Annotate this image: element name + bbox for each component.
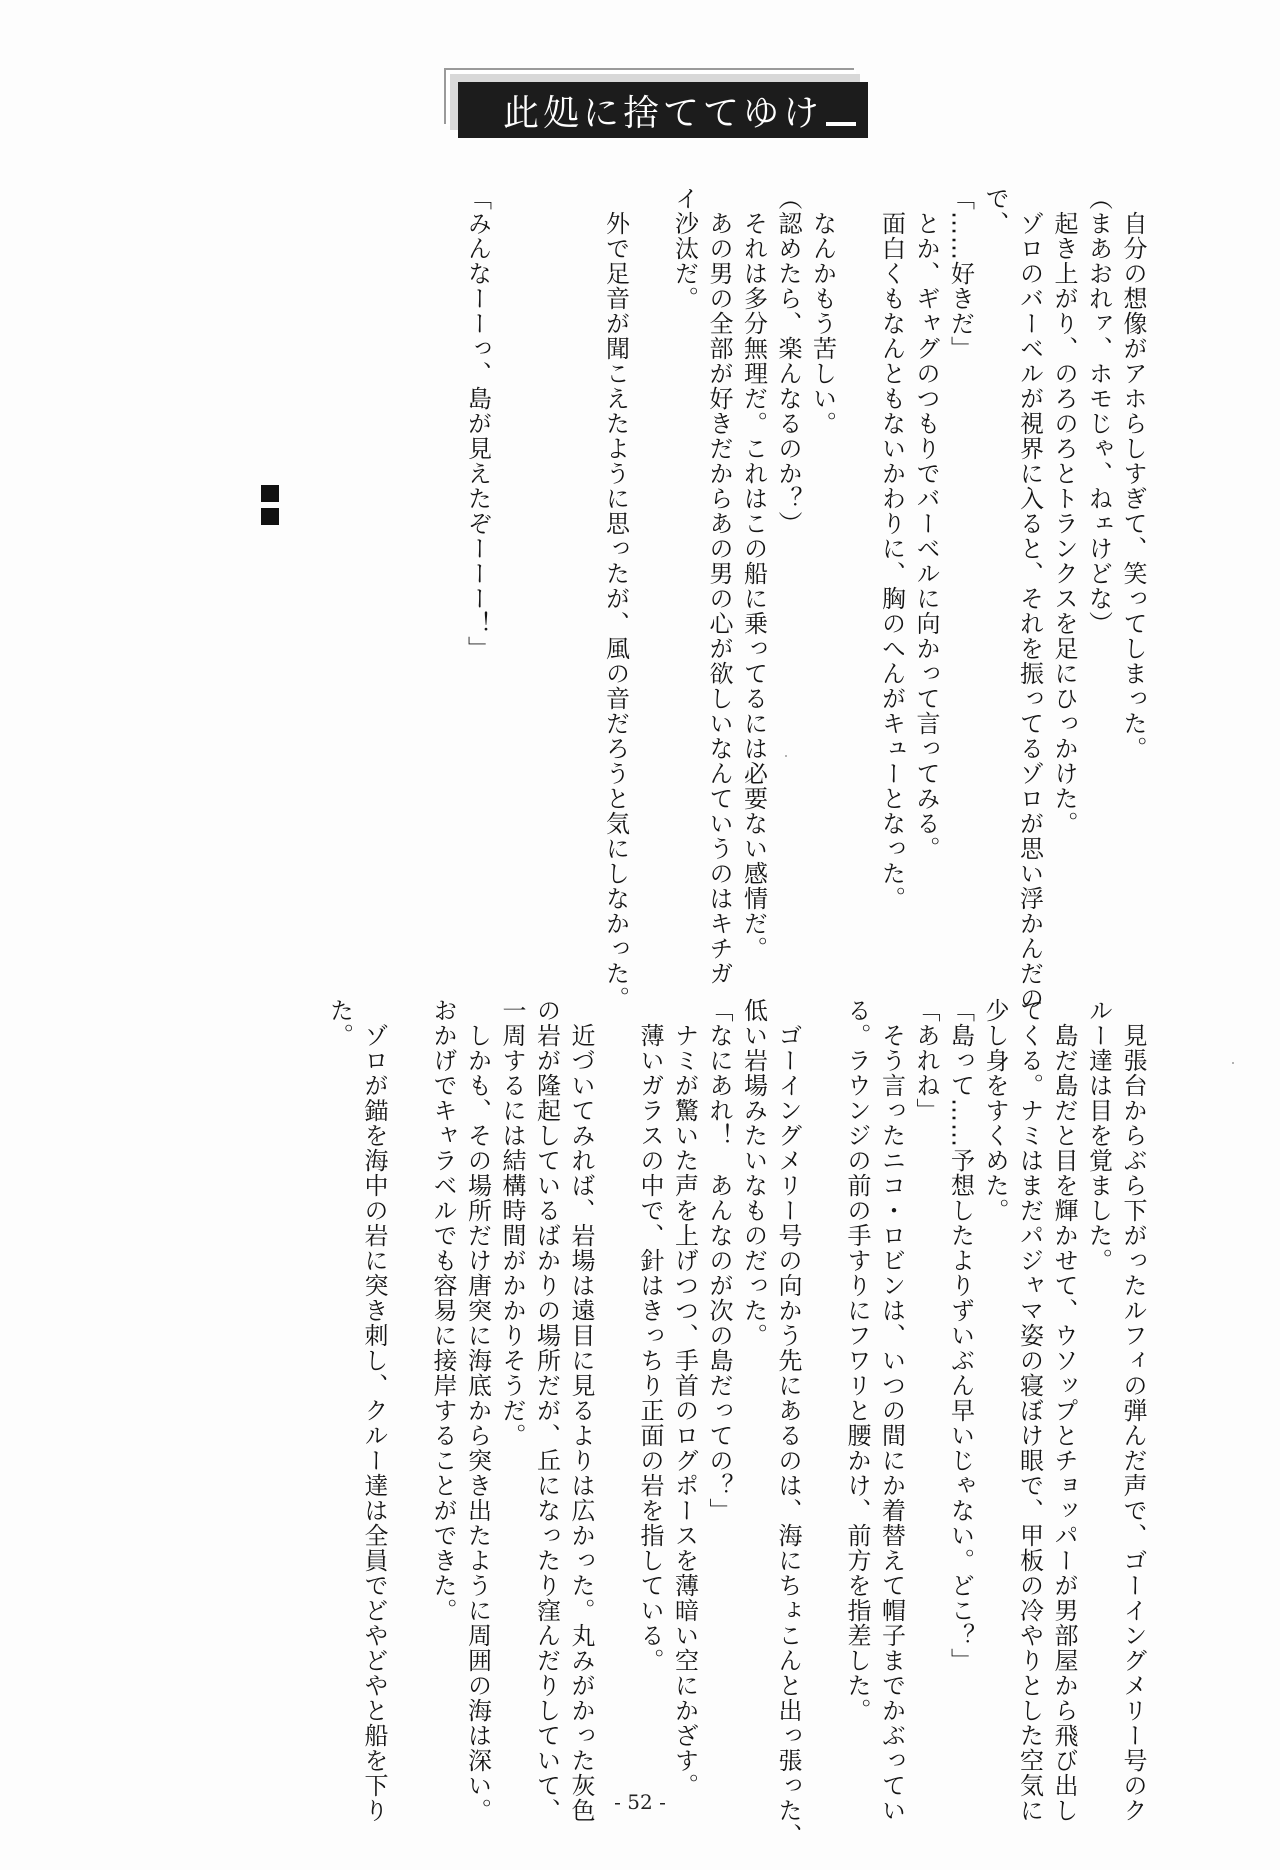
blank-line	[598, 998, 633, 1758]
scan-speck	[785, 755, 787, 757]
text-line: 「みんなーーっ、島が見えたぞーーー！」	[463, 186, 492, 661]
top-text-block	[460, 186, 1150, 1011]
text-line: 外で足音が聞こえたように思ったが、風の音だろうと気にしなかった。	[601, 186, 630, 1011]
text-line: 島だ島だと目を輝かせて、ウソップとチョッパーが男部屋から飛び出し	[1050, 998, 1078, 1823]
blank-line	[391, 998, 426, 1758]
blank-line	[529, 186, 564, 946]
scene-break-square-top	[261, 485, 279, 502]
text-line: （認めたら、楽んなるのか？）	[774, 186, 802, 536]
text-line: 起き上がり、のろのろとトランクスを足にひっかけた。	[1050, 186, 1078, 836]
blank-line	[633, 186, 668, 946]
scan-speck	[1232, 1062, 1234, 1064]
text-line: 自分の想像がアホらしすぎて、笑ってしまった。	[1119, 186, 1147, 761]
blank-line	[495, 186, 530, 946]
text-line: 「島って……予想したよりずいぶん早いじゃない。どこ？」	[946, 998, 975, 1673]
text-line: 面白くもなんともないかわりに、胸のへんがキューとなった。	[877, 186, 906, 911]
text-line: 薄いガラスの中で、針はきっちり正面の岩を指している。	[636, 998, 664, 1673]
text-line: 近づいてみれば、岩場は遠目に見るよりは広かった。丸みがかった灰色	[567, 998, 595, 1823]
title-underline	[826, 122, 856, 126]
text-line: 「あれね」	[912, 998, 940, 1123]
blank-line	[564, 186, 599, 946]
text-line: とか、ギャグのつもりでバーベルに向かって言ってみる。	[912, 186, 940, 861]
blank-line	[805, 998, 840, 1758]
text-line: 見張台からぶら下がったルフィの弾んだ声で、ゴーイングメリー号のク	[1119, 998, 1147, 1823]
scene-break-icon	[261, 485, 281, 525]
text-line: る。ラウンジの前の手すりにフワリと腰かけ、前方を指差した。	[843, 998, 871, 1723]
text-line: ゴーイングメリー号の向かう先にあるのは、海にちょこんと出っ張った、	[774, 998, 802, 1848]
text-line: それは多分無理だ。これはこの船に乗ってるには必要ない感情だ。	[739, 186, 768, 961]
text-line: ルー達は目を覚ました。	[1084, 998, 1113, 1273]
text-line: イ沙汰だ。	[670, 186, 699, 311]
text-line: た。	[325, 998, 354, 1048]
text-line: しかも、その場所だけ唐突に海底から突き出たように周囲の海は深い。	[463, 998, 492, 1823]
blank-line	[840, 186, 875, 946]
text-line: そう言ったニコ・ロビンは、いつの間にか着替えて帽子までかぶってい	[877, 998, 906, 1823]
page-number: - 52 -	[614, 1790, 666, 1814]
text-line: 低い岩場みたいなものだった。	[739, 998, 768, 1348]
chapter-title: 此処に捨ててゆけ	[502, 92, 823, 134]
text-line: 一周するには結構時間がかかりそうだ。	[498, 998, 526, 1448]
text-line: ゾロが錨を海中の岩に突き刺し、クルー達は全員でどやどやと船を下り	[360, 998, 388, 1823]
text-line: で、	[981, 186, 1009, 236]
text-line: あの男の全部が好きだからあの男の心が欲しいなんていうのはキチガ	[705, 186, 733, 986]
text-line: 少し身をすくめた。	[981, 998, 1009, 1223]
text-line: ゾロのバーベルが視界に入ると、それを振ってるゾロが思い浮かんだの	[1015, 186, 1044, 1011]
text-line: の岩が隆起しているばかりの場所だが、丘になったり窪んだりしていて、	[532, 998, 561, 1823]
text-line: （まあおれァ、ホモじゃ、ねェけどな）	[1084, 186, 1113, 636]
scene-break-square-bottom	[261, 508, 279, 525]
text-line: おかげでキャラベルでも容易に接岸することができた。	[429, 998, 457, 1623]
text-line: 「……好きだ」	[946, 186, 975, 361]
text-line: 「なにあれ！ あんなのが次の島だっての？」	[705, 998, 733, 1523]
text-line: てくる。ナミはまだパジャマ姿の寝ぼけ眼で、甲板の冷やりとした空気に	[1015, 998, 1044, 1823]
text-line: ナミが驚いた声を上げつつ、手首のログポースを薄暗い空にかざす。	[670, 998, 699, 1798]
chapter-title-banner	[458, 82, 868, 138]
text-line: なんかもう苦しい。	[808, 186, 837, 436]
